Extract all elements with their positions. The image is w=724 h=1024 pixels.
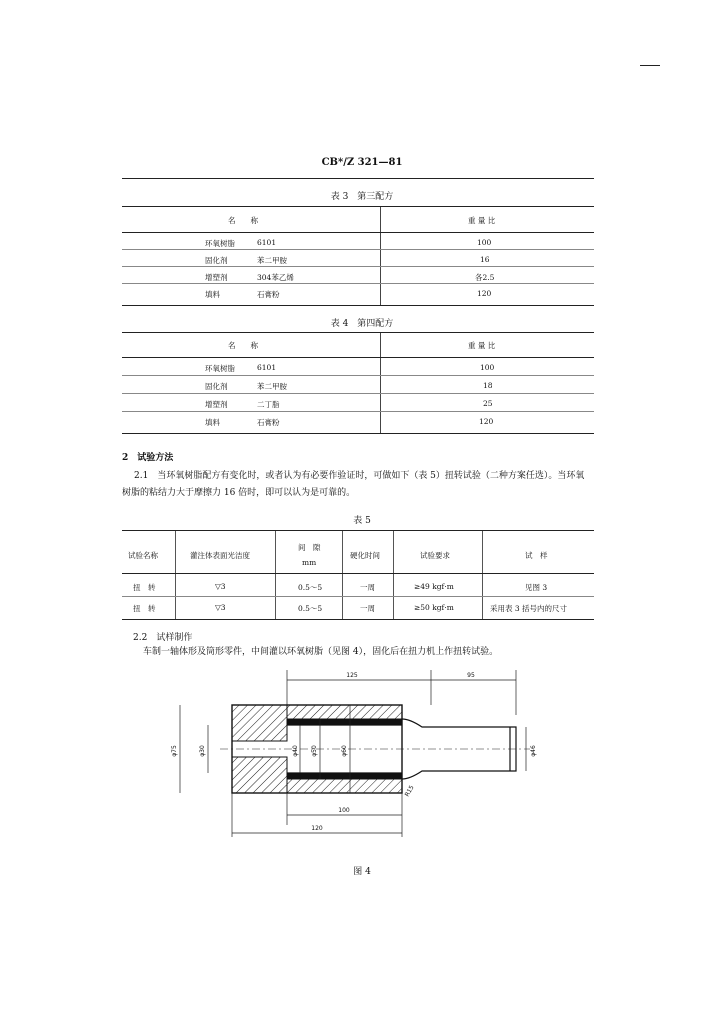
table3-divider	[380, 207, 381, 305]
table3-row-rule	[122, 266, 594, 267]
table4-row-rule	[122, 393, 594, 394]
row-weight: 120	[479, 417, 494, 426]
row-weight: 16	[480, 255, 490, 264]
row-gap: 0.5～5	[298, 604, 323, 613]
row-material: 304苯乙烯	[257, 273, 294, 282]
row-time: 一周	[360, 604, 375, 613]
table3-bottom-rule	[122, 305, 594, 306]
table3-header-weight: 重 量 比	[468, 216, 496, 225]
table3-header-name: 名 称	[228, 216, 258, 225]
dim-phi40: φ40	[292, 745, 299, 757]
table5-top-rule	[122, 530, 594, 531]
section-2-2-paragraph: 车制一轴体形及筒形零件，中间灌以环氧树脂（见图 4），固化后在扭力机上作扭转试验。	[143, 647, 499, 657]
row-req: ≥50 kgf·m	[414, 603, 454, 612]
table4-header-name: 名 称	[228, 341, 258, 350]
row-category: 增塑剂	[205, 400, 228, 409]
table4-row-rule	[122, 375, 594, 376]
table4-bottom-rule	[122, 433, 594, 434]
row-weight: 100	[480, 363, 495, 372]
table5-header-gap-unit: mm	[302, 558, 317, 567]
table3-top-rule	[122, 206, 594, 207]
row-weight: 各2.5	[475, 273, 495, 282]
table5-col-rule	[482, 531, 483, 619]
table5-header-sample: 试 样	[525, 551, 548, 560]
table3-row-rule	[122, 283, 594, 284]
table4-row-rule	[122, 411, 594, 412]
header-rule	[122, 178, 594, 179]
row-material: 石膏粉	[257, 418, 280, 427]
table5-col-rule	[342, 531, 343, 619]
row-time: 一周	[360, 583, 375, 592]
section-2-2-heading: 2.2 试样制作	[133, 633, 193, 643]
row-req: ≥49 kgf·m	[414, 582, 454, 591]
table5-head-rule	[122, 573, 594, 574]
table3-row-rule	[122, 249, 594, 250]
row-finish: ▽3	[215, 603, 226, 612]
dimension-labels	[171, 672, 537, 832]
row-category: 填料	[205, 290, 220, 299]
row-sample: 采用表 3 括号内的尺寸	[490, 604, 568, 613]
table3-caption: 表 3 第三配方	[330, 192, 394, 202]
table3-head-rule	[122, 232, 594, 233]
table5-caption: 表 5	[353, 516, 371, 526]
corner-rule	[640, 65, 660, 66]
row-material: 苯二甲胺	[257, 256, 287, 265]
table5-col-rule	[275, 531, 276, 619]
row-material: 石膏粉	[257, 290, 280, 299]
dim-95: 95	[467, 672, 475, 679]
dim-phi75: φ75	[171, 745, 178, 757]
table5-header-finish: 灌注体表面光洁度	[190, 551, 250, 560]
row-category: 环氧树脂	[205, 364, 235, 373]
table5-header-gap: 间 隙	[298, 543, 321, 552]
row-category: 增塑剂	[205, 273, 228, 282]
dim-phi30: φ30	[199, 745, 206, 757]
row-weight: 120	[477, 289, 492, 298]
dim-125: 125	[346, 672, 358, 679]
row-weight: 100	[477, 238, 492, 247]
row-weight: 18	[483, 381, 493, 390]
standard-number: CB*/Z 321—81	[321, 157, 403, 168]
row-finish: ▽3	[215, 582, 226, 591]
dim-100: 100	[338, 807, 350, 814]
table4-header-weight: 重 量 比	[468, 341, 496, 350]
dim-120: 120	[311, 825, 323, 832]
dim-phi50: φ50	[311, 745, 318, 757]
table5-header-req: 试验要求	[420, 551, 450, 560]
table4-caption: 表 4 第四配方	[330, 319, 394, 329]
figure4-caption: 图 4	[353, 867, 371, 877]
row-category: 填料	[205, 418, 220, 427]
row-name: 扭 转	[133, 604, 156, 613]
section-2-1-paragraph: 2.1 当环氧树脂配方有变化时，或者认为有必要作验证时，可做如下（表 5）扭转试验（二种方案任选）。当环氧树脂的粘结力大于摩擦力 16 倍时，即可以认为是可靠的。	[122, 471, 585, 498]
row-weight: 25	[483, 399, 493, 408]
row-category: 固化剂	[205, 256, 228, 265]
table4-divider	[380, 333, 381, 433]
table5-col-rule	[393, 531, 394, 619]
row-material: 二丁脂	[257, 400, 280, 409]
row-material: 苯二甲胺	[257, 382, 287, 391]
figure4-drawing	[160, 665, 560, 855]
table4-top-rule	[122, 332, 594, 333]
table5-header-time: 硬化时间	[350, 551, 380, 560]
row-category: 固化剂	[205, 382, 228, 391]
table5-row-rule	[122, 596, 594, 597]
row-gap: 0.5～5	[298, 583, 323, 592]
row-sample: 见图 3	[525, 583, 548, 592]
section-2-heading: 2 试验方法	[122, 453, 174, 463]
dim-r15: R15	[403, 784, 416, 798]
row-category: 环氧树脂	[205, 239, 235, 248]
dim-phi46: φ46	[530, 745, 537, 757]
dim-phi60: φ60	[341, 745, 348, 757]
table5-bottom-rule	[122, 619, 594, 620]
row-name: 扭 转	[133, 583, 156, 592]
row-material: 6101	[257, 363, 277, 372]
row-material: 6101	[257, 238, 277, 247]
table4-head-rule	[122, 357, 594, 358]
table5-header-name: 试验名称	[128, 551, 158, 560]
table5-col-rule	[175, 531, 176, 619]
